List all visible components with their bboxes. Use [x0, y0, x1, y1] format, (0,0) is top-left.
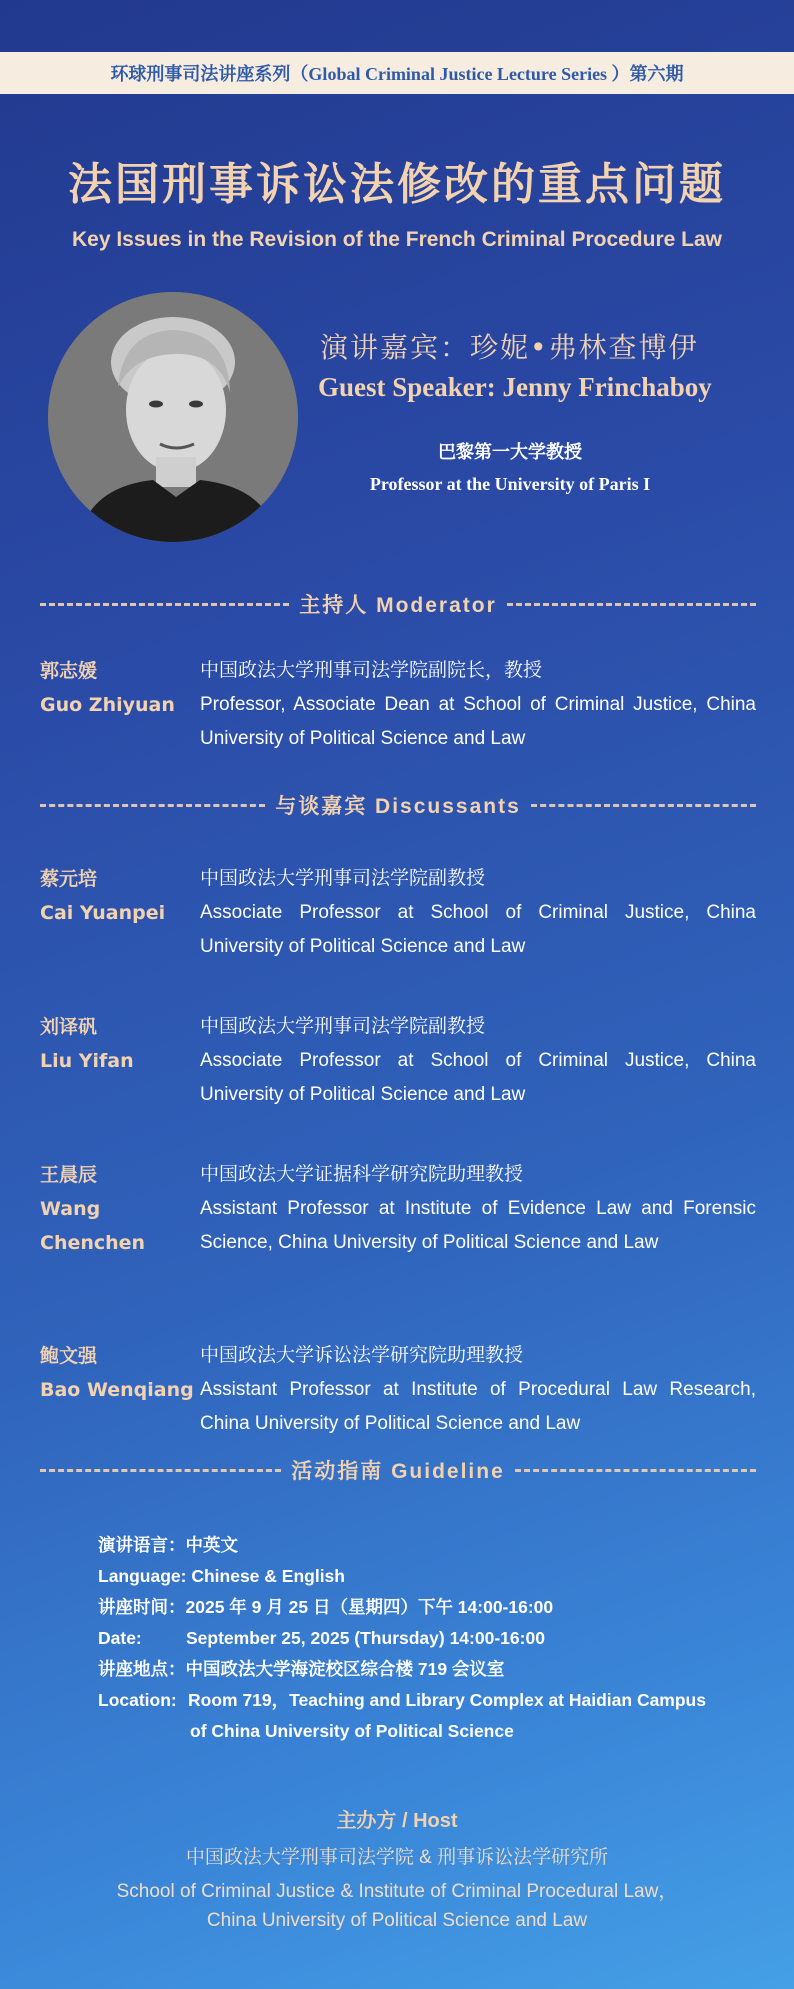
host-heading: 主办方 / Host — [336, 1810, 458, 1832]
speaker-name-en: Guest Speaker: Jenny Frinchaboy — [318, 372, 712, 402]
moderator-entry — [40, 654, 756, 756]
discussant-entry — [40, 1158, 756, 1260]
moderator-name-zh: 郭志媛 — [40, 660, 98, 682]
guideline-heading: 活动指南 Guideline — [291, 1460, 505, 1483]
discussant-name-en: Liu Yifan — [40, 1050, 134, 1072]
speaker-name-zh: 演讲嘉宾：珍妮•弗林查博伊 — [320, 331, 699, 364]
discussant-title-en: Associate Professor at School of Criminal Justice, China University of Political Science and Law — [200, 1050, 756, 1105]
discussant-name-zh: 刘译矾 — [40, 1016, 98, 1038]
guideline-divider — [40, 1455, 756, 1485]
discussants-heading: 与谈嘉宾 Discussants — [275, 795, 521, 818]
location-en-line1: Room 719，Teaching and Library Complex at Haidian Campus — [188, 1690, 706, 1710]
discussant-name-en: Bao Wenqiang — [40, 1379, 194, 1401]
discussant-entry — [40, 1339, 756, 1441]
language-en: Language: Chinese & English — [98, 1566, 345, 1586]
location-zh: 讲座地点：中国政法大学海淀校区综合楼 719 会议室 — [98, 1659, 505, 1679]
moderator-title-zh: 中国政法大学刑事司法学院副院长，教授 — [200, 660, 543, 681]
discussant-title-en: Assistant Professor at Institute of Procedural Law Research, China University of Political Science and Law — [200, 1379, 756, 1434]
lecture-title-zh: 法国刑事诉讼法修改的重点问题 — [68, 159, 726, 210]
discussant-title-zh: 中国政法大学刑事司法学院副教授 — [200, 1016, 486, 1037]
location-en-label: Location: — [98, 1690, 177, 1710]
discussant-name-en: Cai Yuanpei — [40, 902, 166, 924]
discussant-title-en: Associate Professor at School of Criminal Justice, China University of Political Science and Law — [200, 902, 756, 957]
discussant-name-zh: 王晨辰 — [40, 1164, 98, 1186]
discussant-entry — [40, 862, 756, 964]
speaker-affiliation-en: Professor at the University of Paris I — [369, 474, 651, 494]
moderator-heading: 主持人 Moderator — [299, 594, 497, 617]
discussant-title-zh: 中国政法大学证据科学研究院助理教授 — [200, 1164, 524, 1185]
lecture-title-en: Key Issues in the Revision of the French Criminal Procedure Law — [71, 228, 722, 251]
speaker-portrait — [48, 292, 298, 542]
discussant-title-zh: 中国政法大学刑事司法学院副教授 — [200, 868, 486, 889]
discussant-name-zh: 鲍文强 — [40, 1345, 98, 1367]
host-en-line2: China University of Political Science and Law — [206, 1910, 588, 1931]
location-en-line2: of China University of Political Science — [190, 1721, 514, 1741]
discussant-title-en: Assistant Professor at Institute of Evidence Law and Forensic Science, China University of Political Science and Law — [200, 1198, 756, 1253]
discussant-entry — [40, 1010, 756, 1112]
portrait-image — [48, 292, 298, 542]
discussant-title-zh: 中国政法大学诉讼法学研究院助理教授 — [200, 1345, 524, 1366]
moderator-divider — [40, 589, 756, 619]
discussant-name-zh: 蔡元培 — [40, 868, 98, 890]
host-en-line1: School of Criminal Justice & Institute of Criminal Procedural Law， — [116, 1881, 678, 1902]
host-zh: 中国政法大学刑事司法学院 & 刑事诉讼法学研究所 — [185, 1847, 609, 1868]
discussant-name-en: Wang Chenchen — [40, 1198, 146, 1254]
series-title: 环球刑事司法讲座系列（Global Criminal Justice Lecture Series ）第六期 — [110, 64, 684, 84]
series-banner — [0, 52, 794, 94]
time-en-value: September 25, 2025 (Thursday) 14:00-16:00 — [186, 1628, 545, 1648]
speaker-affiliation-zh: 巴黎第一大学教授 — [438, 442, 582, 462]
location-en — [98, 1685, 778, 1716]
moderator-name-en: Guo Zhiyuan — [40, 694, 175, 716]
discussants-divider — [40, 790, 756, 820]
time-en-label: Date: — [98, 1628, 142, 1648]
time-en — [98, 1623, 778, 1654]
time-zh: 讲座时间：2025 年 9 月 25 日（星期四）下午 14:00-16:00 — [98, 1597, 554, 1617]
moderator-title-en: Professor, Associate Dean at School of Criminal Justice, China University of Political Science and Law — [200, 694, 756, 749]
guideline-block — [98, 1530, 778, 1747]
language-zh: 演讲语言：中英文 — [98, 1535, 238, 1555]
